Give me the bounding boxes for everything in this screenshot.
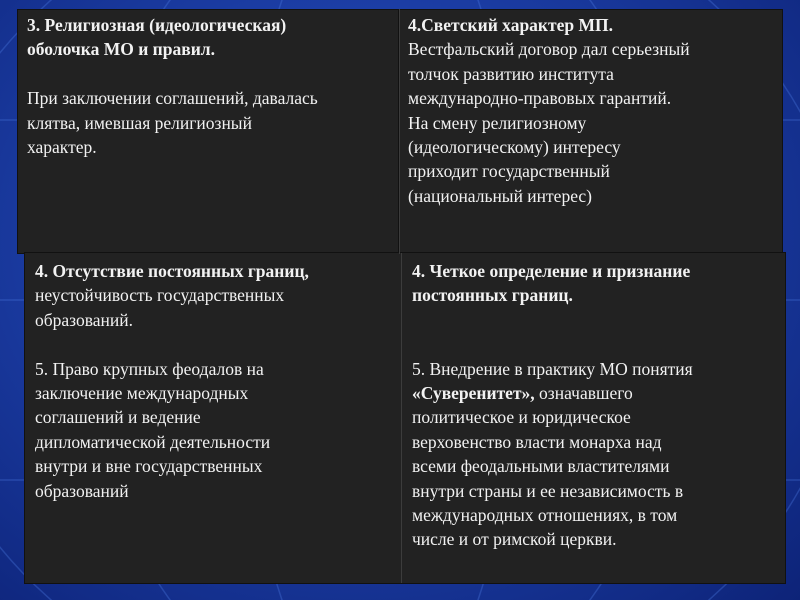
cell-text: внутри страны и ее независимость в — [412, 480, 684, 501]
cell-heading: постоянных границ. — [412, 285, 573, 306]
cell-text: соглашений и ведение — [35, 407, 201, 428]
cell-heading: 4.Светский характер МП. — [408, 15, 613, 35]
cell-heading: 3. Религиозная (идеологическая) — [27, 15, 287, 35]
cell-text: политическое и юридическое — [412, 407, 631, 428]
cell-text: клятва, имевшая религиозный — [27, 112, 252, 133]
cell-text: 5. Право крупных феодалов на — [35, 358, 264, 379]
cell-heading: оболочка МО и правил. — [27, 39, 215, 60]
cell-text: 5. Внедрение в практику МО понятия — [412, 358, 693, 379]
column-divider — [399, 9, 400, 254]
cell-clear-borders-sovereignty — [402, 259, 786, 552]
cell-religious-shell — [17, 9, 399, 254]
cell-text: (идеологическому) интересу — [408, 137, 621, 158]
cell-text: неустойчивость государственных — [35, 285, 285, 306]
cell-text: дипломатической деятельности — [35, 431, 271, 452]
cell-text: образований. — [35, 309, 134, 330]
cell-text: международно-правовых гарантий. — [408, 88, 672, 109]
bottom-row — [24, 252, 786, 584]
cell-text: Вестфальский договор дал серьезный — [408, 39, 690, 60]
cell-secular-character — [399, 9, 783, 254]
cell-text: характер. — [27, 137, 97, 158]
cell-text: (национальный интерес) — [408, 185, 592, 206]
cell-text: всеми феодальными властителями — [412, 456, 670, 477]
cell-text: На смену религиозному — [408, 112, 587, 133]
cell-heading: 4. Четкое определение и признание — [412, 261, 691, 281]
cell-text: международных отношениях, в том — [412, 505, 678, 526]
cell-text: внутри и вне государственных — [35, 456, 263, 477]
cell-text-continuation: означавшего — [534, 383, 633, 404]
cell-text: При заключении соглашений, давалась — [27, 88, 318, 109]
cell-text — [412, 381, 780, 405]
cell-text: толчок развитию института — [408, 63, 614, 84]
sovereignty-term: «Суверенитет», — [412, 383, 535, 404]
cell-heading: 4. Отсутствие постоянных границ, — [35, 261, 309, 281]
cell-text: образований — [35, 480, 129, 501]
cell-text: заключение международных — [35, 383, 249, 404]
cell-text: верховенство власти монарха над — [412, 431, 662, 452]
cell-text: числе и от римской церкви. — [412, 529, 617, 550]
cell-no-permanent-borders — [25, 259, 401, 503]
cell-text: приходит государственный — [408, 161, 610, 182]
